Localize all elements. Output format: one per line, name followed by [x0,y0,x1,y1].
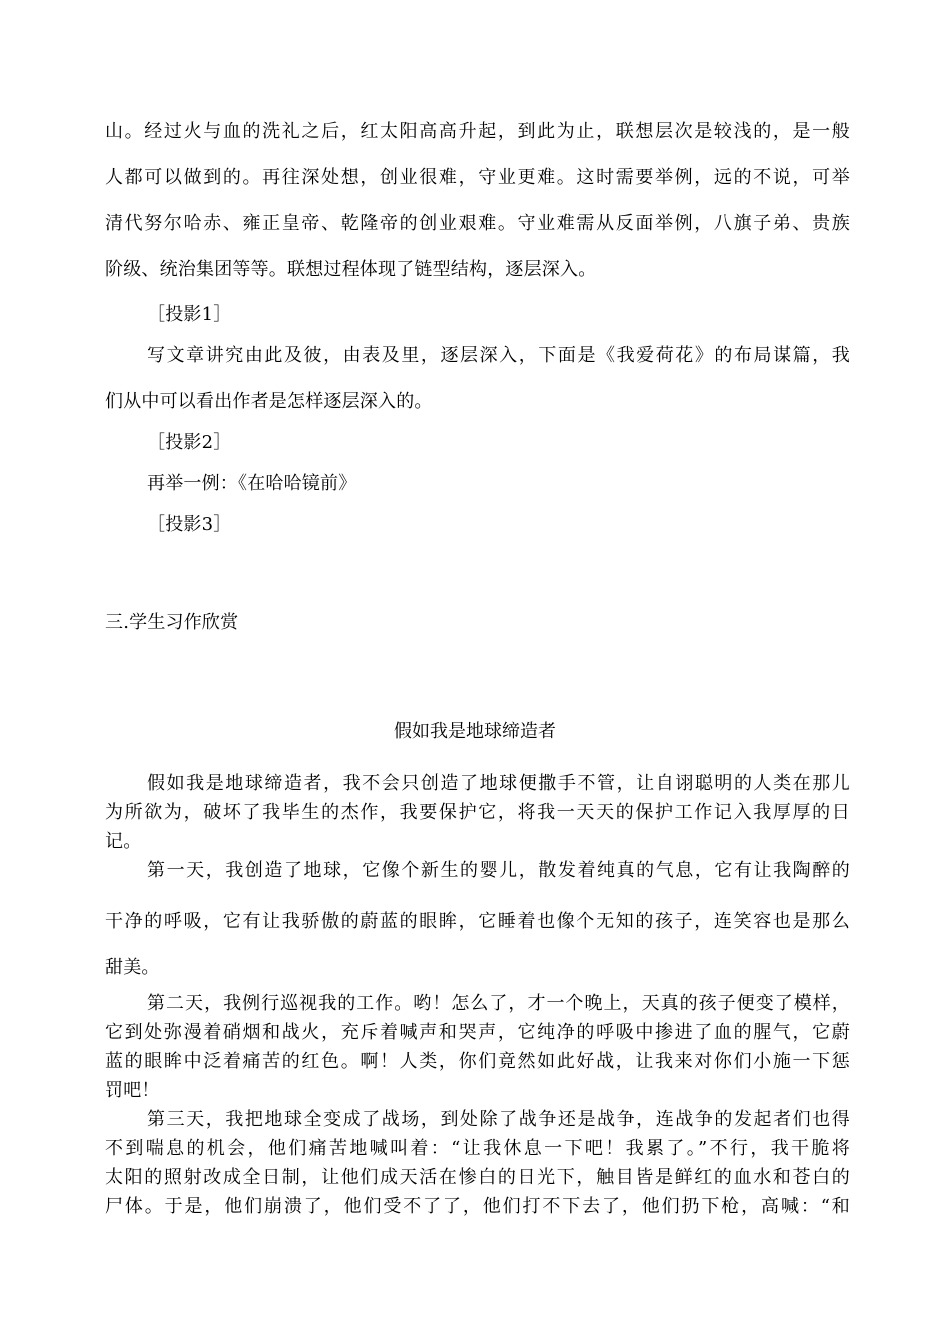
essay-line: 不到喘息的机会，他们痛苦地喊叫着：“让我休息一下吧！我累了。”不行，我干脆将 [105,1138,850,1159]
projection-label: ［投影1］ [147,304,232,325]
projection-label: ［投影2］ [147,432,232,453]
essay-line: 尸体。于是，他们崩溃了，他们受不了了，他们打不下去了，他们扔下枪，高喊：“和 [105,1196,850,1217]
essay-line: 第一天，我创造了地球，它像个新生的婴儿，散发着纯真的气息，它有让我陶醉的 [147,860,850,881]
body-line: 写文章讲究由此及彼，由表及里，逐层深入，下面是《我爱荷花》的布局谋篇，我 [147,345,850,366]
body-line: 山。经过火与血的洗礼之后，红太阳高高升起，到此为止，联想层次是较浅的，是一般 [105,121,850,142]
essay-line: 太阳的照射改成全日制，让他们成天活在惨白的日光下，触目皆是鲜红的血水和苍白的 [105,1167,850,1188]
essay-line: 干净的呼吸，它有让我骄傲的蔚蓝的眼眸，它睡着也像个无知的孩子，连笑容也是那么 [105,911,850,932]
section-heading: 三.学生习作欣赏 [105,612,239,633]
essay-line: 记。 [105,831,142,852]
essay-line: 罚吧！ [105,1080,160,1101]
essay-line: 蓝的眼眸中泛着痛苦的红色。啊！人类，你们竟然如此好战，让我来对你们小施一下惩 [105,1051,850,1072]
projection-label: ［投影3］ [147,514,232,535]
essay-line: 为所欲为，破坏了我毕生的杰作，我要保护它，将我一天天的保护工作记入我厚厚的日 [105,802,850,823]
essay-line: 它到处弥漫着硝烟和战火，充斥着喊声和哭声，它纯净的呼吸中掺进了血的腥气，它蔚 [105,1022,850,1043]
body-line: 们从中可以看出作者是怎样逐层深入的。 [105,391,433,412]
essay-line: 假如我是地球缔造者，我不会只创造了地球便撒手不管，让自诩聪明的人类在那儿 [147,773,850,794]
body-line: 阶级、统治集团等等。联想过程体现了链型结构，逐层深入。 [105,259,597,280]
body-line: 清代努尔哈赤、雍正皇帝、乾隆帝的创业艰难。守业难需从反面举例，八旗子弟、贵族 [105,213,850,234]
body-line: 人都可以做到的。再往深处想，创业很难，守业更难。这时需要举例，远的不说，可举 [105,167,850,188]
essay-line: 甜美。 [105,957,160,978]
example-line: 再举一例：《在哈哈镜前》 [147,473,357,494]
essay-line: 第三天，我把地球全变成了战场，到处除了战争还是战争，连战争的发起者们也得 [147,1109,850,1130]
essay-line: 第二天，我例行巡视我的工作。哟！怎么了，才一个晚上，天真的孩子便变了模样， [147,993,850,1014]
essay-title: 假如我是地球缔造者 [394,721,556,742]
